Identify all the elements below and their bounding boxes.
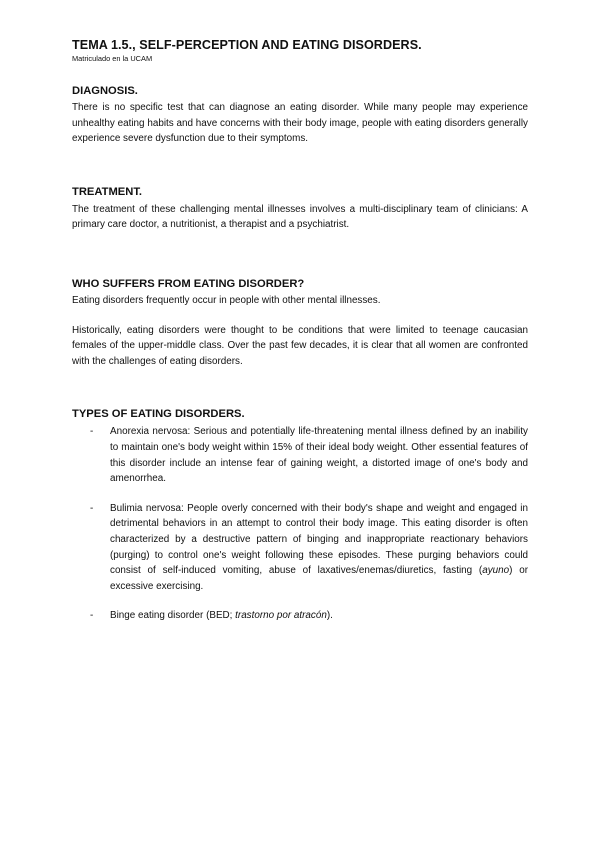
- section-types: [72, 407, 528, 624]
- section-diagnosis: [72, 84, 528, 147]
- types-list: [72, 424, 528, 624]
- treatment-heading: TREATMENT.: [72, 185, 143, 198]
- types-heading: TYPES OF EATING DISORDERS.: [72, 408, 245, 421]
- document-subtitle: Matriculado en la UCAM: [72, 54, 153, 63]
- list-item-bulimia: [72, 501, 528, 595]
- section-treatment: [72, 185, 528, 233]
- bullet-dash: -: [90, 610, 94, 622]
- bullet-dash: -: [90, 426, 94, 438]
- list-item-binge: [72, 608, 528, 624]
- treatment-paragraph: The treatment of these challenging mental illnesses involves a multi-disciplinary team of clinicians: A primary care doctor, a nutritionist, a therapist and a psychiatrist.: [72, 203, 528, 231]
- list-item-italic-term: ayuno: [482, 565, 510, 577]
- diagnosis-paragraph: There is no specific test that can diagnose an eating disorder. While many people may experience unhealthy eating habits and have concerns with their body image, people with eating disorders generally experience severe dysfunction due to their symptoms.: [72, 102, 528, 145]
- list-item-text-end: ).: [326, 610, 333, 622]
- list-item-anorexia: [72, 424, 528, 486]
- list-item-text: Anorexia nervosa: Serious and potentially life-threatening mental illness defined by an inability to maintain one's body weight within 15% of their ideal body weight. Other essential features of this disorder include an intense fear of gaining weight, a distorted image of one's body and amenorrhea.: [110, 426, 528, 485]
- section-who-suffers: [72, 277, 528, 369]
- document-page: [72, 38, 528, 624]
- list-item-text-end: ) or excessive exercising.: [110, 565, 528, 592]
- list-item-text: Binge eating disorder (BED;: [110, 610, 236, 622]
- diagnosis-heading: DIAGNOSIS.: [72, 85, 138, 97]
- who-suffers-heading: WHO SUFFERS FROM EATING DISORDER?: [72, 277, 305, 290]
- who-suffers-paragraph-2: Historically, eating disorders were thought to be conditions that were limited to teenage caucasian females of the upper-middle class. Over the past few decades, it is clear that all women are confronted with the challenges of eating disorders.: [72, 324, 528, 367]
- who-suffers-paragraph-1: Eating disorders frequently occur in people with other mental illnesses.: [72, 294, 381, 306]
- document-title: TEMA 1.5., SELF-PERCEPTION AND EATING DISORDERS.: [72, 38, 422, 52]
- bullet-dash: -: [90, 502, 94, 514]
- list-item-italic-term: trastorno por atracón: [235, 610, 327, 622]
- list-item-text: Bulimia nervosa: People overly concerned with their body's shape and weight and engaged in detrimental behaviors in an attempt to control their body image. This eating disorder is often characterized by a destructive pattern of binging and inappropriate reactionary behaviors (purging) to control one's weight following these episodes. These purging behaviors could consist of self-induced vomiting, abuse of laxatives/enemas/diuretics, fasting (: [110, 502, 528, 577]
